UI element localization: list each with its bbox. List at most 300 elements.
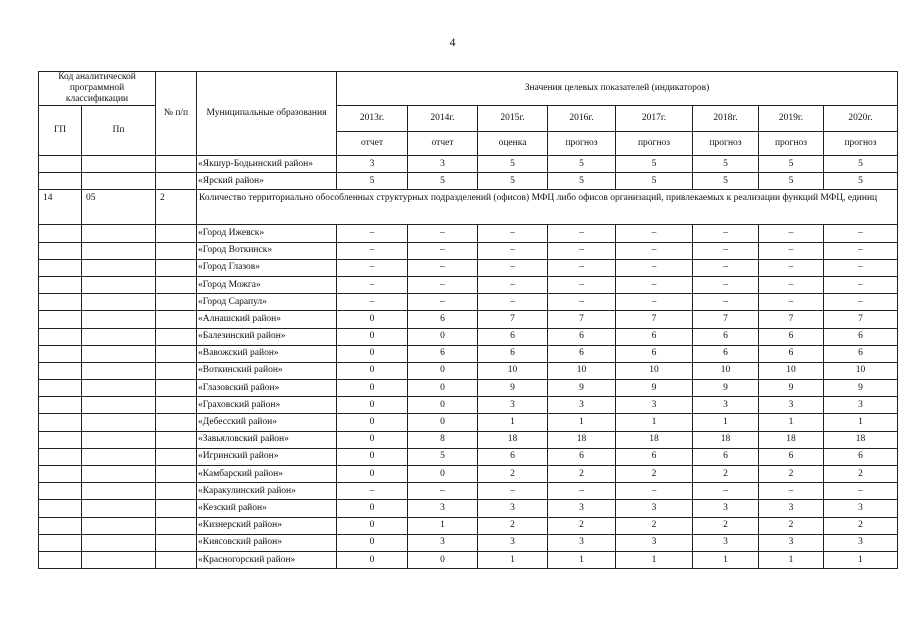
indicator-num: 2 bbox=[156, 190, 197, 225]
num-header: № п/п bbox=[156, 72, 197, 156]
municipality-cell: «Игринский район» bbox=[197, 448, 337, 465]
value-cell: – bbox=[824, 483, 898, 500]
value-cell: 1 bbox=[616, 414, 693, 431]
value-cell: 1 bbox=[616, 551, 693, 568]
value-cell: – bbox=[693, 225, 759, 242]
value-cell: – bbox=[337, 225, 408, 242]
value-cell: – bbox=[478, 242, 548, 259]
value-cell: – bbox=[408, 259, 478, 276]
value-cell: 18 bbox=[616, 431, 693, 448]
value-cell: 0 bbox=[337, 380, 408, 397]
value-cell: 0 bbox=[337, 534, 408, 551]
value-cell: – bbox=[693, 276, 759, 293]
gp-cell bbox=[39, 225, 82, 242]
value-cell: 7 bbox=[824, 311, 898, 328]
value-cell: 5 bbox=[548, 173, 616, 190]
value-cell: 18 bbox=[824, 431, 898, 448]
value-cell: 3 bbox=[548, 500, 616, 517]
table-row bbox=[39, 466, 898, 483]
table-row bbox=[39, 328, 898, 345]
value-cell: – bbox=[408, 294, 478, 311]
value-cell: – bbox=[478, 294, 548, 311]
table-row bbox=[39, 414, 898, 431]
value-cell: 0 bbox=[337, 517, 408, 534]
municipality-cell: «Город Воткинск» bbox=[197, 242, 337, 259]
value-cell: – bbox=[337, 242, 408, 259]
pp-cell bbox=[82, 534, 156, 551]
table-row bbox=[39, 448, 898, 465]
value-cell: 2 bbox=[478, 517, 548, 534]
value-cell: – bbox=[478, 276, 548, 293]
value-cell: 7 bbox=[478, 311, 548, 328]
pp-cell bbox=[82, 466, 156, 483]
value-cell: 0 bbox=[337, 500, 408, 517]
table-row bbox=[39, 311, 898, 328]
year-header: 2015г. bbox=[478, 106, 548, 132]
value-cell: 0 bbox=[408, 466, 478, 483]
value-cell: – bbox=[759, 483, 824, 500]
year-type-header: прогноз bbox=[759, 132, 824, 156]
value-cell: – bbox=[548, 294, 616, 311]
value-cell: 5 bbox=[478, 156, 548, 173]
value-cell: 5 bbox=[824, 156, 898, 173]
value-cell: 18 bbox=[759, 431, 824, 448]
pp-cell bbox=[82, 500, 156, 517]
municipality-cell: «Глазовский район» bbox=[197, 380, 337, 397]
num-cell bbox=[156, 448, 197, 465]
value-cell: 1 bbox=[693, 551, 759, 568]
year-type-header: прогноз bbox=[693, 132, 759, 156]
gp-cell bbox=[39, 276, 82, 293]
value-cell: – bbox=[616, 242, 693, 259]
pp-cell bbox=[82, 311, 156, 328]
year-header: 2018г. bbox=[693, 106, 759, 132]
value-cell: – bbox=[824, 294, 898, 311]
gp-cell bbox=[39, 448, 82, 465]
value-cell: 1 bbox=[548, 551, 616, 568]
value-cell: – bbox=[759, 276, 824, 293]
value-cell: – bbox=[337, 483, 408, 500]
pp-cell bbox=[82, 414, 156, 431]
municipality-cell: «Красногорский район» bbox=[197, 551, 337, 568]
value-cell: 0 bbox=[408, 380, 478, 397]
value-cell: 6 bbox=[759, 345, 824, 362]
value-cell: 6 bbox=[616, 448, 693, 465]
value-cell: – bbox=[548, 242, 616, 259]
municipality-cell: «Воткинский район» bbox=[197, 362, 337, 379]
value-cell: – bbox=[616, 294, 693, 311]
pp-cell bbox=[82, 242, 156, 259]
value-cell: 6 bbox=[693, 328, 759, 345]
pp-cell bbox=[82, 173, 156, 190]
gp-cell bbox=[39, 345, 82, 362]
value-cell: – bbox=[337, 276, 408, 293]
num-cell bbox=[156, 328, 197, 345]
value-cell: 1 bbox=[824, 551, 898, 568]
value-cell: 2 bbox=[693, 517, 759, 534]
pp-cell bbox=[82, 294, 156, 311]
pp-cell bbox=[82, 276, 156, 293]
value-cell: 5 bbox=[824, 173, 898, 190]
value-cell: 2 bbox=[759, 466, 824, 483]
num-cell bbox=[156, 276, 197, 293]
value-cell: – bbox=[693, 259, 759, 276]
pp-cell bbox=[82, 397, 156, 414]
gp-cell bbox=[39, 328, 82, 345]
value-cell: 1 bbox=[759, 414, 824, 431]
year-header: 2013г. bbox=[337, 106, 408, 132]
value-cell: – bbox=[693, 242, 759, 259]
num-cell bbox=[156, 345, 197, 362]
value-cell: 3 bbox=[616, 500, 693, 517]
value-cell: 10 bbox=[693, 362, 759, 379]
value-cell: 7 bbox=[548, 311, 616, 328]
gp-cell bbox=[39, 431, 82, 448]
value-cell: 9 bbox=[824, 380, 898, 397]
value-cell: 2 bbox=[824, 466, 898, 483]
value-cell: 6 bbox=[478, 328, 548, 345]
table-row bbox=[39, 397, 898, 414]
gp-header: ГП bbox=[39, 106, 82, 156]
table-row bbox=[39, 517, 898, 534]
value-cell: 5 bbox=[616, 156, 693, 173]
value-cell: 9 bbox=[548, 380, 616, 397]
num-cell bbox=[156, 380, 197, 397]
table-row bbox=[39, 380, 898, 397]
value-cell: 0 bbox=[337, 362, 408, 379]
value-cell: 6 bbox=[478, 345, 548, 362]
value-cell: 2 bbox=[548, 466, 616, 483]
municipality-header: Муниципальные образования bbox=[197, 72, 337, 156]
pp-cell bbox=[82, 380, 156, 397]
table-row bbox=[39, 431, 898, 448]
value-cell: – bbox=[759, 242, 824, 259]
num-cell bbox=[156, 431, 197, 448]
num-cell bbox=[156, 225, 197, 242]
table-row bbox=[39, 362, 898, 379]
num-cell bbox=[156, 362, 197, 379]
value-cell: 3 bbox=[693, 500, 759, 517]
municipality-cell: «Город Можга» bbox=[197, 276, 337, 293]
municipality-cell: «Кизнерский район» bbox=[197, 517, 337, 534]
municipality-cell: «Вавожский район» bbox=[197, 345, 337, 362]
value-cell: 3 bbox=[759, 397, 824, 414]
value-cell: – bbox=[824, 225, 898, 242]
municipality-cell: «Каракулинский район» bbox=[197, 483, 337, 500]
value-cell: – bbox=[616, 259, 693, 276]
value-cell: 6 bbox=[824, 328, 898, 345]
municipality-cell: «Киясовский район» bbox=[197, 534, 337, 551]
value-cell: 0 bbox=[337, 431, 408, 448]
value-cell: 6 bbox=[548, 345, 616, 362]
year-type-header: отчет bbox=[337, 132, 408, 156]
value-cell: – bbox=[759, 225, 824, 242]
value-cell: 0 bbox=[337, 551, 408, 568]
value-cell: 1 bbox=[824, 414, 898, 431]
indicator-row bbox=[39, 190, 898, 225]
value-cell: – bbox=[408, 225, 478, 242]
value-cell: 2 bbox=[759, 517, 824, 534]
value-cell: – bbox=[478, 259, 548, 276]
num-cell bbox=[156, 414, 197, 431]
value-cell: 0 bbox=[337, 414, 408, 431]
value-cell: 5 bbox=[548, 156, 616, 173]
gp-cell bbox=[39, 466, 82, 483]
value-cell: 0 bbox=[408, 397, 478, 414]
value-cell: 3 bbox=[693, 534, 759, 551]
value-cell: 6 bbox=[616, 328, 693, 345]
value-cell: – bbox=[408, 242, 478, 259]
value-cell: 3 bbox=[616, 534, 693, 551]
table-row bbox=[39, 276, 898, 293]
value-cell: 6 bbox=[548, 328, 616, 345]
value-cell: 0 bbox=[337, 328, 408, 345]
gp-cell bbox=[39, 517, 82, 534]
value-cell: 10 bbox=[478, 362, 548, 379]
pp-header: Пп bbox=[82, 106, 156, 156]
value-cell: 0 bbox=[408, 551, 478, 568]
num-cell bbox=[156, 483, 197, 500]
year-type-header: отчет bbox=[408, 132, 478, 156]
page-number: 4 bbox=[449, 35, 456, 49]
gp-cell bbox=[39, 483, 82, 500]
value-cell: 3 bbox=[478, 397, 548, 414]
year-type-header: оценка bbox=[478, 132, 548, 156]
value-cell: – bbox=[693, 294, 759, 311]
value-cell: 6 bbox=[759, 448, 824, 465]
value-cell: 9 bbox=[693, 380, 759, 397]
municipality-cell: «Балезинский район» bbox=[197, 328, 337, 345]
indicator-gp: 14 bbox=[39, 190, 82, 225]
value-cell: 5 bbox=[759, 173, 824, 190]
municipality-cell: «Кезский район» bbox=[197, 500, 337, 517]
value-cell: 18 bbox=[693, 431, 759, 448]
value-cell: 18 bbox=[548, 431, 616, 448]
value-cell: – bbox=[548, 276, 616, 293]
value-cell: 6 bbox=[408, 345, 478, 362]
num-cell bbox=[156, 397, 197, 414]
value-cell: 3 bbox=[824, 534, 898, 551]
value-cell: 0 bbox=[337, 311, 408, 328]
indicator-values-header: Значения целевых показателей (индикаторов) bbox=[337, 72, 898, 106]
value-cell: 2 bbox=[693, 466, 759, 483]
year-header: 2020г. bbox=[824, 106, 898, 132]
value-cell: – bbox=[478, 483, 548, 500]
num-cell bbox=[156, 259, 197, 276]
table-row bbox=[39, 551, 898, 568]
value-cell: 0 bbox=[408, 328, 478, 345]
value-cell: 3 bbox=[548, 534, 616, 551]
value-cell: 2 bbox=[616, 466, 693, 483]
value-cell: 6 bbox=[478, 448, 548, 465]
value-cell: 3 bbox=[337, 156, 408, 173]
table-row bbox=[39, 259, 898, 276]
table-row bbox=[39, 173, 898, 190]
value-cell: 2 bbox=[616, 517, 693, 534]
value-cell: 3 bbox=[759, 500, 824, 517]
value-cell: 10 bbox=[548, 362, 616, 379]
value-cell: 5 bbox=[408, 448, 478, 465]
value-cell: 1 bbox=[478, 551, 548, 568]
value-cell: 6 bbox=[616, 345, 693, 362]
value-cell: 6 bbox=[759, 328, 824, 345]
municipality-cell: «Ярский район» bbox=[197, 173, 337, 190]
value-cell: 0 bbox=[408, 362, 478, 379]
value-cell: 8 bbox=[408, 431, 478, 448]
gp-cell bbox=[39, 294, 82, 311]
value-cell: 9 bbox=[759, 380, 824, 397]
value-cell: 5 bbox=[408, 173, 478, 190]
pp-cell bbox=[82, 448, 156, 465]
value-cell: 18 bbox=[478, 431, 548, 448]
value-cell: 6 bbox=[824, 448, 898, 465]
gp-cell bbox=[39, 362, 82, 379]
value-cell: 10 bbox=[759, 362, 824, 379]
value-cell: – bbox=[616, 483, 693, 500]
value-cell: – bbox=[548, 225, 616, 242]
value-cell: 9 bbox=[478, 380, 548, 397]
year-header: 2017г. bbox=[616, 106, 693, 132]
municipality-cell: «Дебесский район» bbox=[197, 414, 337, 431]
value-cell: – bbox=[616, 225, 693, 242]
value-cell: 6 bbox=[408, 311, 478, 328]
value-cell: – bbox=[824, 242, 898, 259]
gp-cell bbox=[39, 173, 82, 190]
gp-cell bbox=[39, 397, 82, 414]
value-cell: 7 bbox=[693, 311, 759, 328]
value-cell: 5 bbox=[616, 173, 693, 190]
value-cell: 0 bbox=[337, 466, 408, 483]
value-cell: 3 bbox=[616, 397, 693, 414]
value-cell: 7 bbox=[616, 311, 693, 328]
value-cell: 1 bbox=[759, 551, 824, 568]
value-cell: 3 bbox=[478, 534, 548, 551]
value-cell: 3 bbox=[478, 500, 548, 517]
value-cell: – bbox=[824, 276, 898, 293]
indicator-table bbox=[38, 71, 898, 569]
code-group-header: Код аналитической программной классификации bbox=[39, 72, 156, 106]
value-cell: 6 bbox=[693, 345, 759, 362]
indicator-title: Количество территориально обособленных структурных подразделений (офисов) МФЦ либо офисов организаций, привлекаемых к реализации функций МФЦ, единиц bbox=[197, 190, 898, 225]
value-cell: – bbox=[548, 483, 616, 500]
value-cell: 3 bbox=[824, 500, 898, 517]
year-header: 2019г. bbox=[759, 106, 824, 132]
value-cell: 10 bbox=[616, 362, 693, 379]
table-row bbox=[39, 345, 898, 362]
value-cell: – bbox=[478, 225, 548, 242]
table-row bbox=[39, 294, 898, 311]
value-cell: – bbox=[548, 259, 616, 276]
year-type-header: прогноз bbox=[548, 132, 616, 156]
indicator-pp: 05 bbox=[82, 190, 156, 225]
value-cell: 5 bbox=[693, 173, 759, 190]
pp-cell bbox=[82, 517, 156, 534]
gp-cell bbox=[39, 500, 82, 517]
value-cell: 3 bbox=[759, 534, 824, 551]
municipality-cell: «Камбарский район» bbox=[197, 466, 337, 483]
gp-cell bbox=[39, 156, 82, 173]
table-row bbox=[39, 500, 898, 517]
num-cell bbox=[156, 534, 197, 551]
pp-cell bbox=[82, 362, 156, 379]
value-cell: 1 bbox=[548, 414, 616, 431]
value-cell: 10 bbox=[824, 362, 898, 379]
num-cell bbox=[156, 173, 197, 190]
num-cell bbox=[156, 294, 197, 311]
municipality-cell: «Алнашский район» bbox=[197, 311, 337, 328]
value-cell: – bbox=[337, 259, 408, 276]
municipality-cell: «Якшур-Бодьинский район» bbox=[197, 156, 337, 173]
value-cell: 2 bbox=[824, 517, 898, 534]
value-cell: 0 bbox=[337, 397, 408, 414]
value-cell: 0 bbox=[337, 448, 408, 465]
gp-cell bbox=[39, 311, 82, 328]
value-cell: – bbox=[759, 259, 824, 276]
value-cell: 3 bbox=[408, 500, 478, 517]
value-cell: 1 bbox=[478, 414, 548, 431]
value-cell: 5 bbox=[337, 173, 408, 190]
value-cell: 3 bbox=[408, 156, 478, 173]
pp-cell bbox=[82, 225, 156, 242]
value-cell: 1 bbox=[693, 414, 759, 431]
value-cell: 5 bbox=[478, 173, 548, 190]
pp-cell bbox=[82, 259, 156, 276]
value-cell: 0 bbox=[337, 345, 408, 362]
municipality-cell: «Завьяловский район» bbox=[197, 431, 337, 448]
year-header: 2014г. bbox=[408, 106, 478, 132]
municipality-cell: «Город Глазов» bbox=[197, 259, 337, 276]
gp-cell bbox=[39, 551, 82, 568]
value-cell: 3 bbox=[548, 397, 616, 414]
value-cell: 2 bbox=[548, 517, 616, 534]
table-row bbox=[39, 483, 898, 500]
pp-cell bbox=[82, 156, 156, 173]
pp-cell bbox=[82, 551, 156, 568]
municipality-cell: «Граховский район» bbox=[197, 397, 337, 414]
value-cell: 6 bbox=[824, 345, 898, 362]
table-row bbox=[39, 156, 898, 173]
num-cell bbox=[156, 551, 197, 568]
pp-cell bbox=[82, 345, 156, 362]
value-cell: – bbox=[408, 276, 478, 293]
gp-cell bbox=[39, 534, 82, 551]
pp-cell bbox=[82, 431, 156, 448]
municipality-cell: «Город Сарапул» bbox=[197, 294, 337, 311]
year-type-header: прогноз bbox=[616, 132, 693, 156]
value-cell: – bbox=[693, 483, 759, 500]
value-cell: 7 bbox=[759, 311, 824, 328]
value-cell: – bbox=[824, 259, 898, 276]
value-cell: – bbox=[337, 294, 408, 311]
value-cell: 3 bbox=[824, 397, 898, 414]
value-cell: 5 bbox=[759, 156, 824, 173]
pp-cell bbox=[82, 483, 156, 500]
value-cell: 9 bbox=[616, 380, 693, 397]
num-cell bbox=[156, 517, 197, 534]
num-cell bbox=[156, 156, 197, 173]
gp-cell bbox=[39, 242, 82, 259]
value-cell: 6 bbox=[548, 448, 616, 465]
value-cell: 1 bbox=[408, 517, 478, 534]
value-cell: 0 bbox=[408, 414, 478, 431]
num-cell bbox=[156, 500, 197, 517]
value-cell: 3 bbox=[408, 534, 478, 551]
value-cell: 2 bbox=[478, 466, 548, 483]
value-cell: – bbox=[616, 276, 693, 293]
table-row bbox=[39, 225, 898, 242]
value-cell: – bbox=[408, 483, 478, 500]
municipality-cell: «Город Ижевск» bbox=[197, 225, 337, 242]
